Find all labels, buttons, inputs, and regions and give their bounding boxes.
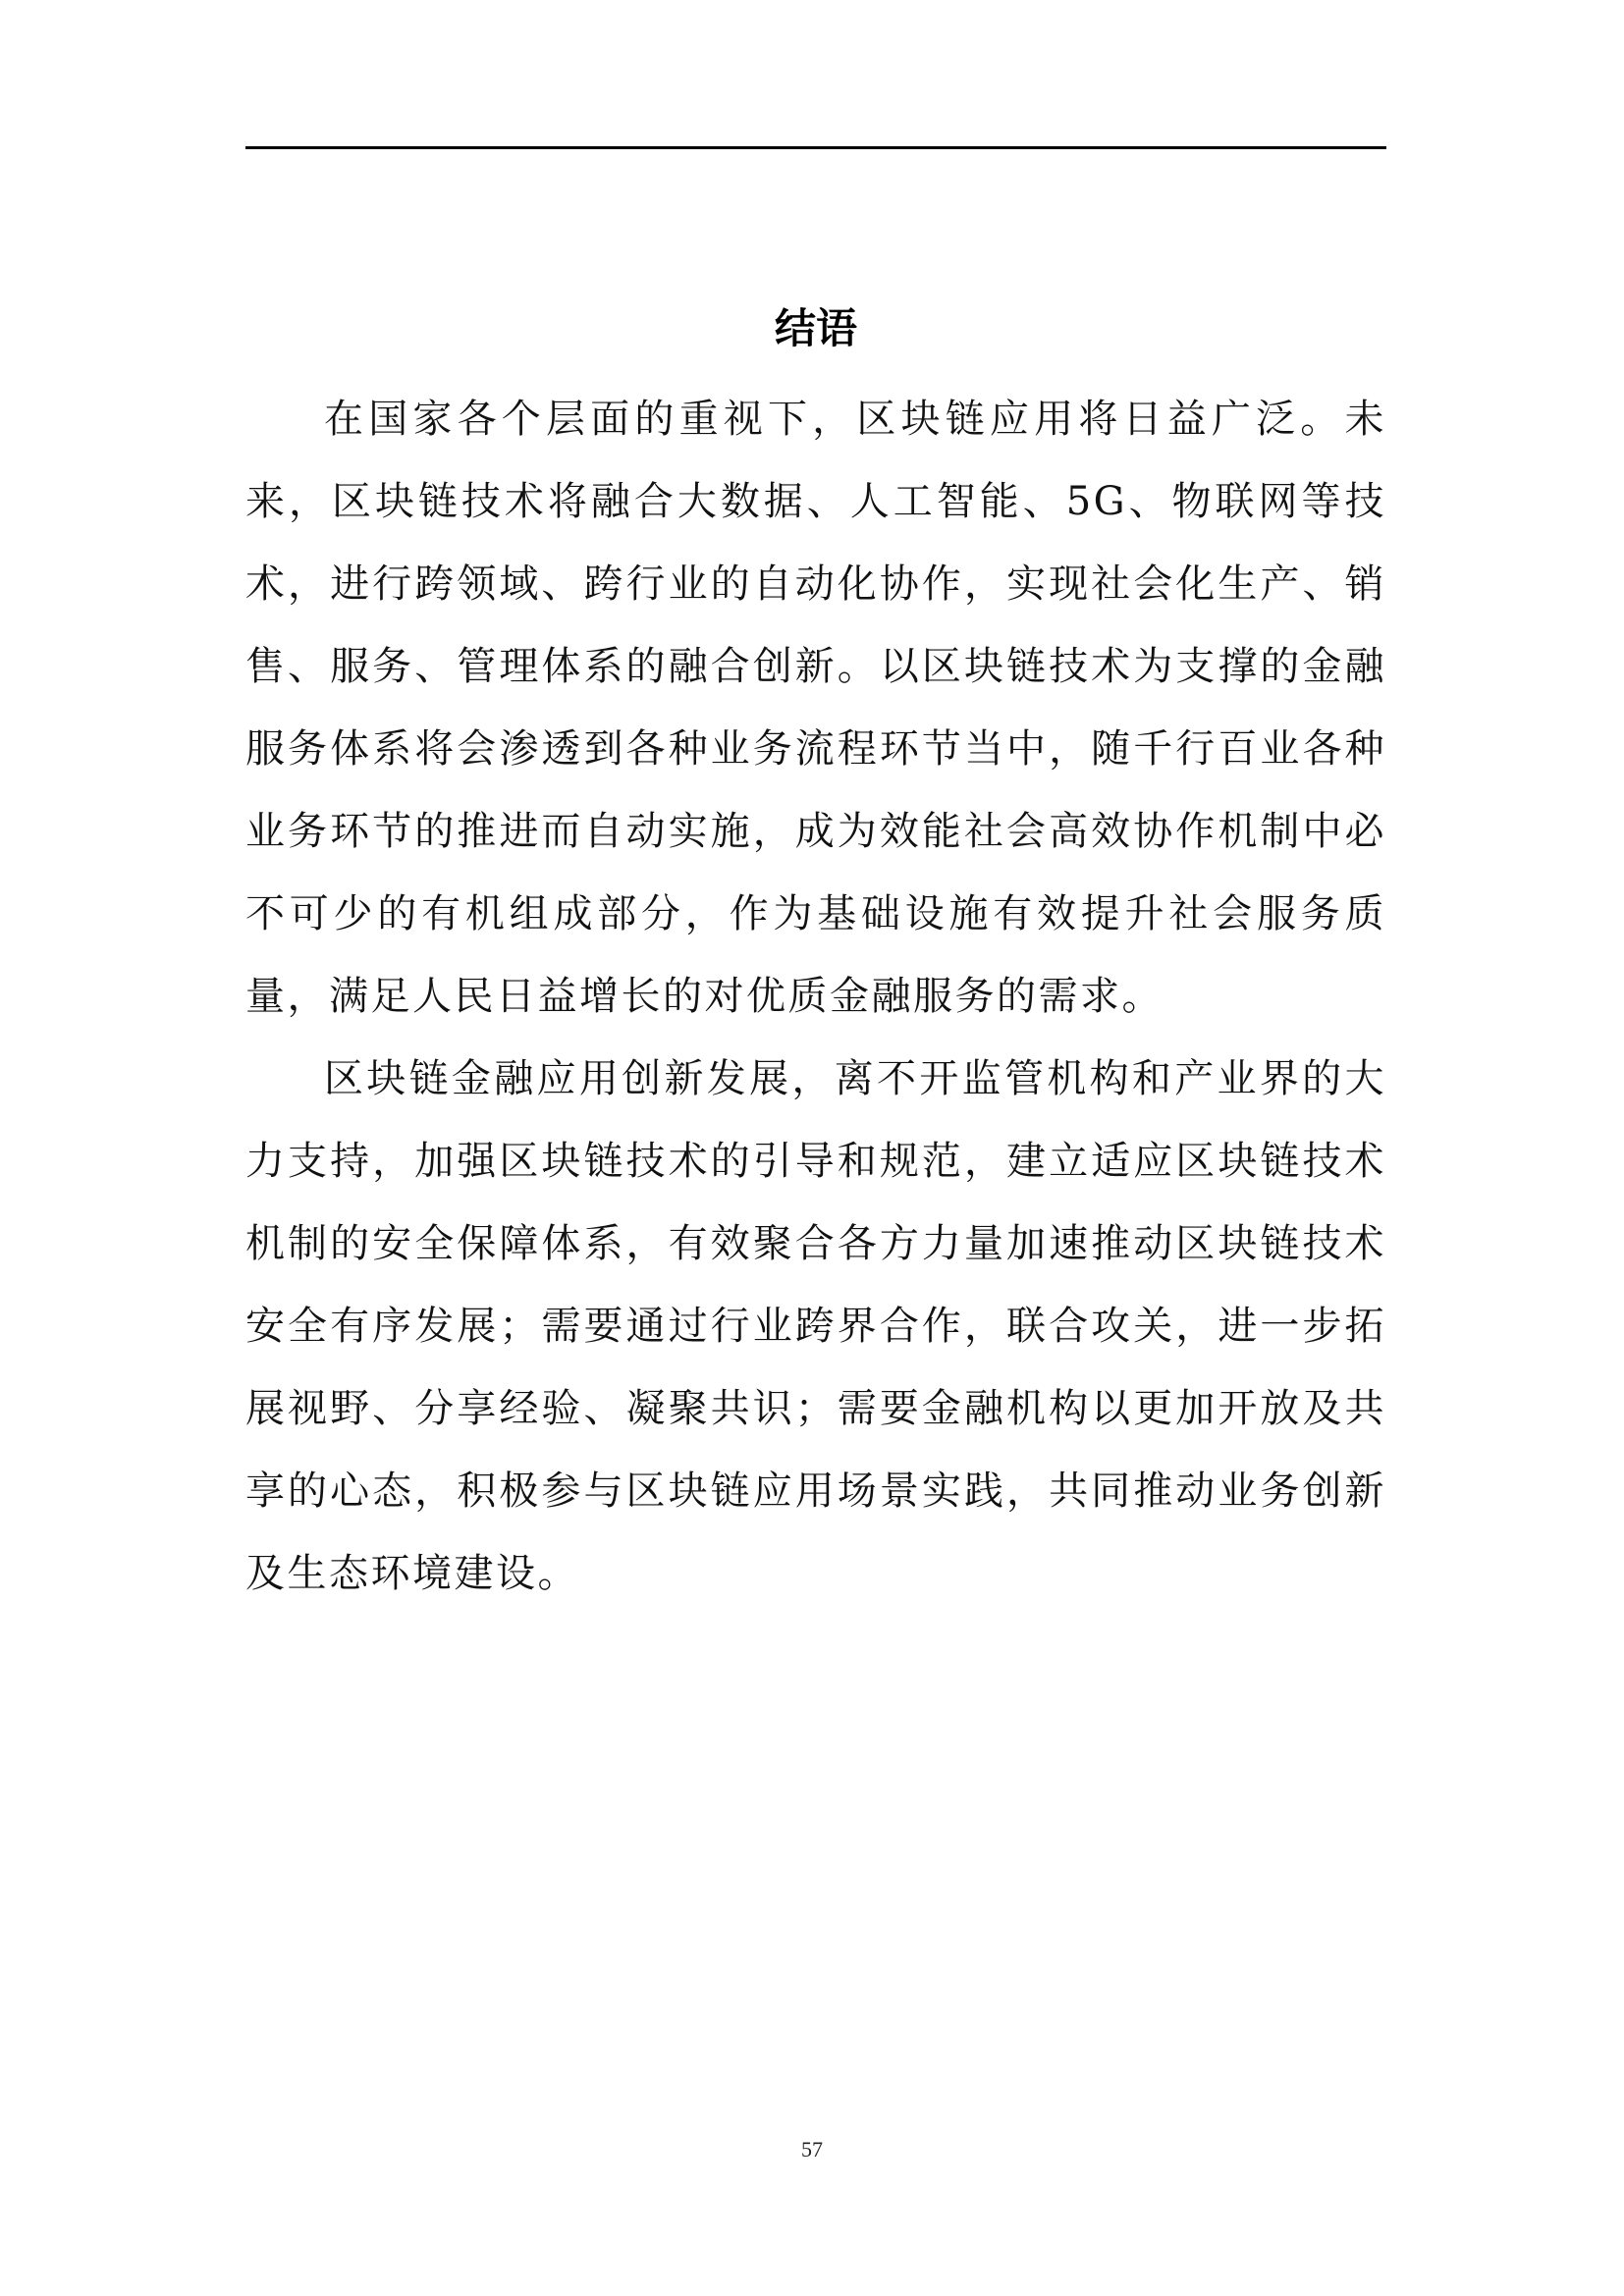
paragraph-2: 区块链金融应用创新发展，离不开监管机构和产业界的大力支持，加强区块链技术的引导和规范，建立适应区块链技术机制的安全保障体系，有效聚合各方力量加速推动区块链技术安全有序发展；需要通过行业跨界合作，联合攻关，进一步拓展视野、分享经验、凝聚共识；需要金融机构以更加开放及共享的心态，积极参与区块链应用场景实践，共同推动业务创新及生态环境建设。 bbox=[245, 1056, 1386, 1596]
section-title: 结语 bbox=[774, 304, 857, 352]
body-text bbox=[245, 378, 1386, 1615]
page-number: 57 bbox=[801, 2137, 823, 2162]
header-rule bbox=[245, 146, 1386, 149]
paragraph-1: 在国家各个层面的重视下，区块链应用将日益广泛。未来，区块链技术将融合大数据、人工智能、5G、物联网等技术，进行跨领域、跨行业的自动化协作，实现社会化生产、销售、服务、管理体系的融合创新。以区块链技术为支撑的金融服务体系将会渗透到各种业务流程环节当中，随千行百业各种业务环节的推进而自动实施，成为效能社会高效协作机制中必不可少的有机组成部分，作为基础设施有效提升社会服务质量，满足人民日益增长的对优质金融服务的需求。 bbox=[245, 397, 1386, 1019]
